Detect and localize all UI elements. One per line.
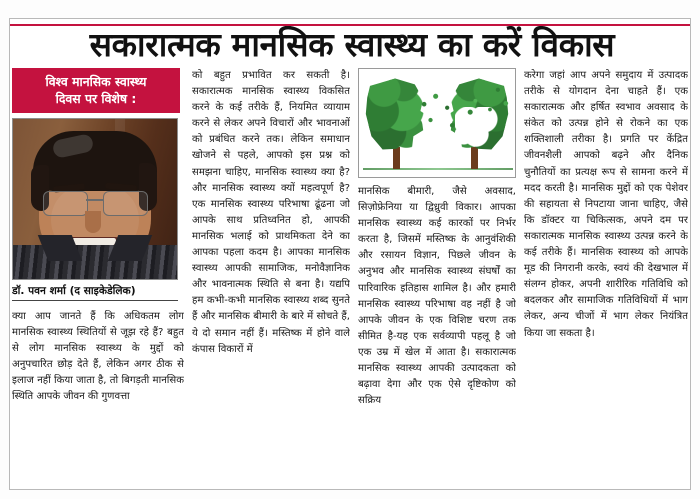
column-4 — [524, 68, 688, 488]
column-2-body: को बहुत प्रभावित कर सकती है। सकारात्मक मानसिक स्वास्थ्य विकसित करने के कई तरीके हैं, नियमित व्यायाम करने से लेकर अपने विचारों और भावनाओं को प्रबंधित करने तक। लेकिन समाधान खोजने से पहले, आपको इस प्रश्न को समझना चाहिए, मानसिक स्वास्थ्य क्या है?​ और मानसिक स्वास्थ्य क्यों महत्वपूर्ण है?​ एक मानसिक स्वास्थ्य परिभाषा ढूंढना जो आपके साथ प्रतिध्वनित हो, आपकी मानसिक भलाई को प्राथमिकता देने का आपका पहला कदम है। आपका मानसिक स्वास्थ्य आपकी सामाजिक, मनोवैज्ञानिक और भावनात्मक स्थिति से बना है। यद्यपि हम कभी-कभी मानसिक स्वास्थ्य शब्द सुनते हैं और मानसिक बीमारी के बारे में सोचते हैं, ये दो समान नहीं हैं। मस्तिष्क में होने वाले कंपास विकारों में — [192, 70, 350, 355]
column-3-body: मानसिक बीमारी, जैसे अवसाद, सिज़ोफ्रेनिया या द्विध्रुवी विकार। आपका मानसिक स्वास्थ्य कई कारकों पर निर्भर करता है, जिसमें मस्तिष्क के आनुवंशिकी और रसायन विज्ञान, पिछले जीवन के अनुभव और मानसिक स्वास्थ्य संघर्षों का पारिवारिक इतिहास शामिल है। और हमारी मानसिक स्वास्थ्य परिभाषा वह नहीं है जो आपके जीवन के एक विशिष्ट चरण तक सीमित है-यह एक सर्वव्यापी पहलू है जो एक उम्र में खेल में आता है। सकारात्मक मानसिक स्वास्थ्य आपकी उत्पादकता को बढ़ावा देगा और एक ऐसे दृष्टिकोण को सक्रिय — [358, 186, 516, 407]
column-4-body: करेगा जहां आप अपने समुदाय में उत्पादक तरीके से योगदान देना चाहते हैं। एक सकारात्मक और हर्षित स्वभाव अवसाद के संकेत को उत्पन्न होने से रोकने का एक शक्तिशाली तरीका है। प्रगति पर केंद्रित जीवनशैली आपको बढ़ने और दैनिक चुनौतियों का प्रत्यक्ष रूप से सामना करने में मदद करती है। मानसिक मुद्दों को एक पेशेवर की सहायता से निपटाया जाना चाहिए, जैसे कि डॉक्टर या चिकित्सक, अपने दम पर सकारात्मक मानसिक स्वास्थ्य उत्पन्न करने के कई तरीके हैं। मानसिक स्वास्थ्य को आपके मूड की निगरानी करके, स्वयं की देखभाल में संलग्न होकर, अपनी शारीरिक गतिविधि को बदलकर और सामाजिक गतिविधियों में भाग लेकर, अन्य चीजों में भाग लेकर नियंत्रित किया जा सकता है। — [524, 70, 688, 339]
author-photo — [12, 118, 178, 280]
badge-line-2: दिवस पर विशेष : — [55, 91, 137, 106]
lens-right — [103, 191, 148, 216]
badge-line-1: विश्व मानसिक स्वास्थ्य — [45, 74, 147, 89]
column-2 — [192, 68, 350, 488]
column-3 — [358, 68, 516, 488]
photo-nose — [85, 211, 101, 233]
scattered-leaves-upper — [477, 85, 513, 119]
lens-bridge — [86, 199, 103, 201]
column-1 — [12, 68, 184, 488]
column-1-body: क्या आप जानते हैं कि अधिकतम लोग मानसिक स्वास्थ्य स्थितियों से जूझ रहे हैं? बहुत से लोग मानसिक स्वास्थ्य के मुद्दों को अनुपचारित छोड़ देते हैं, लेकिन अगर ठीक से इलाज नहीं किया जाता है, तो बिगड़ती मानसिक स्थिति आपके जीवन की गुणवत्ता — [12, 311, 184, 403]
photo-striped-shirt — [13, 245, 177, 279]
special-feature-badge — [12, 68, 180, 113]
tree-heads-illustration — [358, 68, 516, 178]
scattered-leaves — [419, 91, 483, 135]
article-columns — [12, 68, 688, 488]
page-title: सकारात्मक मानसिक स्वास्थ्य का करें विकास — [89, 26, 615, 64]
author-caption: डॉ. पवन शर्मा (द साइकेडेलिक) — [12, 284, 178, 301]
lens-left — [43, 191, 88, 216]
ground-line — [363, 168, 513, 170]
